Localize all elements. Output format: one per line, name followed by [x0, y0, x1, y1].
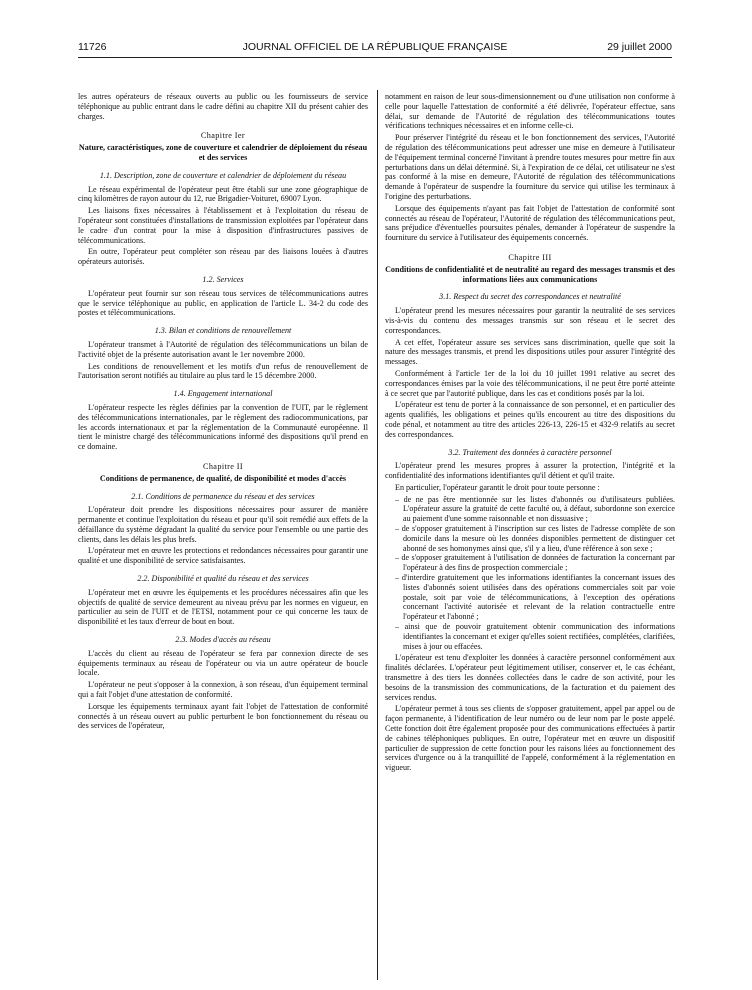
paragraph: Pour préserver l'intégrité du réseau et le bon fonctionnement des services, l'Autorité de régulation des télécommunications peut adresser une mise en demeure à l'utilisateur de l'équipement terminal concerné l'invitant à prendre toutes mesures pour mettre fin aux perturbations dans un délai déterminé. Si, à l'expiration de ce délai, cet utilisateur ne s'est pas conformé à la mise en demeure, l'Autorité de régulation des télécommunications demande à l'opérateur de suspendre la fourniture du service qui utilise les terminaux à l'origine des perturbations.	[385, 133, 675, 201]
paragraph: Lorsque les équipements terminaux ayant fait l'objet de l'attestation de conformité connectés à un réseau ouvert au public perturbent le bon fonctionnement du réseau ou des services de l'opérateur,	[78, 701, 368, 731]
section-3-1-title: 3.1. Respect du secret des correspondances et neutralité	[439, 292, 621, 302]
section-1-1-title: 1.1. Description, zone de couverture et calendrier de déploiement du réseau	[99, 170, 347, 180]
list-item: – de s'opposer gratuitement à l'utilisation de données de facturation la concernant par l'opérateur à des fins de prospection commerciale ;	[395, 553, 675, 573]
paragraph: L'accès du client au réseau de l'opérateur se fera par connexion directe de ses équipements terminaux au réseau de l'opérateur ou via un autre opérateur de boucle locale.	[78, 648, 368, 678]
chapter-3-title: Conditions de confidentialité et de neutralité au regard des messages transmis et des informations liées aux communications	[385, 264, 675, 284]
page-header	[78, 41, 672, 55]
right-column	[385, 92, 675, 775]
paragraph: L'opérateur prend les mesures nécessaires pour garantir la neutralité de ses services vis-à-vis du contenu des messages transmis sur son réseau et le secret des correspondances.	[385, 306, 675, 335]
paragraph: Conformément à l'article 1er de la loi du 10 juillet 1991 relative au secret des correspondances émises par la voie des télécommunications, il ne peut être porté atteinte à ce secret que par l'autorité publique, dans les cas et conditions posés par la loi.	[385, 368, 675, 398]
header-rule	[78, 57, 672, 58]
chapter-1-label: Chapitre Ier	[200, 131, 246, 141]
paragraph: L'opérateur doit prendre les dispositions nécessaires pour assurer de manière permanente et continue l'exploitation du réseau et pour qu'il soit remédié aux effets de la défaillance du système dégradant la qualité du service pour l'ensemble ou une partie des clients, dans les délais les plus brefs.	[78, 505, 368, 544]
section-2-3-title: 2.3. Modes d'accès au réseau	[175, 635, 271, 645]
paragraph: L'opérateur met en œuvre les protections et redondances nécessaires pour garantir une qualité et une disponibilité de service satisfaisantes.	[78, 546, 368, 566]
chapter-1-title: Nature, caractéristiques, zone de couverture et calendrier de déploiement du réseau et des services	[78, 143, 368, 162]
chapter-2-title: Conditions de permanence, de qualité, de disponibilité et modes d'accès	[99, 473, 347, 483]
rights-list	[385, 495, 675, 652]
list-item: – ainsi que de pouvoir gratuitement obtenir communication des informations identifiantes la concernant et exiger qu'elles soient rectifiées, complétées, clarifiées, mises à jour ou effacées.	[395, 622, 675, 651]
section-2-1-title: 2.1. Conditions de permanence du réseau et des services	[131, 491, 315, 501]
section-1-3-title: 1.3. Bilan et conditions de renouvellement	[154, 326, 292, 336]
paragraph: En outre, l'opérateur peut compléter son réseau par des liaisons louées à d'autres opérateurs autorisés.	[78, 247, 368, 267]
chapter-2-label: Chapitre II	[202, 461, 244, 471]
paragraph: Les conditions de renouvellement et les motifs d'un refus de renouvellement de l'autorisation seront notifiés au titulaire au plus tard le 15 décembre 2000.	[78, 361, 368, 381]
continued-paragraph: notamment en raison de leur sous-dimensionnement ou d'une utilisation non conforme à celle pour laquelle l'attestation de conformité a été délivrée, l'opérateur effectue, sans délai, sur demande de l'Autorité de régulation des télécommunications toutes vérifications techniques nécessaires et en informe celle-ci.	[385, 92, 675, 131]
paragraph: L'opérateur met en œuvre les équipements et les procédures nécessaires afin que les objectifs de qualité de service demeurent au niveau prévu par les normes en vigueur, en particulier au sein de l'UIT et de l'ETSI, notamment pour ce qui concerne les taux de disponibilité et les taux d'erreur de bout en bout.	[78, 587, 368, 627]
paragraph: L'opérateur est tenu de porter à la connaissance de son personnel, et en particulier des agents qualifiés, les obligations et peines qu'ils encourent au titre des dispositions du code pénal, et notamment au titre des articles 226-13, 226-15 et 432-9 relatifs au secret des correspondances.	[385, 400, 675, 439]
column-divider	[377, 90, 378, 980]
section-2-2-title: 2.2. Disponibilité et qualité du réseau et des services	[137, 574, 309, 584]
paragraph: Lorsque des équipements n'ayant pas fait l'objet de l'attestation de conformité sont connectés au réseau de l'opérateur, l'Autorité de régulation des télécommunications peut, sans préjudice d'éventuelles poursuites pénales, demander à l'opérateur de suspendre la fourniture du service à l'utilisateur des équipements concernés.	[385, 203, 675, 243]
paragraph: L'opérateur transmet à l'Autorité de régulation des télécommunications un bilan de l'activité objet de la présente autorisation avant le 1er novembre 2000.	[78, 339, 368, 359]
list-item: – de ne pas être mentionnée sur les listes d'abonnés ou d'utilisateurs publiées. L'opérateur assure la gratuité de cette faculté ou, à défaut, subordonne son exercice au paiement d'une somme raisonnable et non dissuasive ;	[395, 495, 675, 524]
section-1-2-title: 1.2. Services	[202, 274, 244, 284]
list-item: – de s'opposer gratuitement à l'inscription sur ces listes de l'adresse complète de son domicile dans la mesure où les données disponibles permettent de distinguer cet abonné de ses homonymes ainsi que, s'il y a lieu, d'une référence à son sexe ;	[395, 524, 675, 553]
list-item: – d'interdire gratuitement que les informations identifiantes la concernant issues des listes d'abonnés soient utilisées dans des opérations commerciales soit par voie postale, soit par voie de télécommunications, à l'exception des opérations concernant l'activité autorisée et relevant de la relation contractuelle entre l'opérateur et l'abonné ;	[395, 573, 675, 622]
paragraph: Les liaisons fixes nécessaires à l'établissement et à l'exploitation du réseau de l'opérateur sont constituées d'installations de transmission exploitées par l'opérateur dans le cadre d'un contrat pour la mise à disposition d'infrastructures passives de télécommunications.	[78, 206, 368, 245]
journal-title: JOURNAL OFFICIEL DE LA RÉPUBLIQUE FRANÇAISE	[242, 41, 508, 53]
paragraph: L'opérateur respecte les règles définies par la convention de l'UIT, par le règlement des télécommunications internationales, par le règlement des radiocommunications, par les accords internationaux et par la réglementation de la Communauté européenne. Il tient le ministre chargé des télécommunications informé des dispositions qu'il prend en ce domaine.	[78, 402, 368, 452]
chapter-3-label: Chapitre III	[508, 252, 552, 262]
paragraph: L'opérateur peut fournir sur son réseau tous services de télécommunications autres que le service téléphonique au public, en application de l'article L. 34-2 du code des postes et télécommunications.	[78, 288, 368, 318]
section-3-2-title: 3.2. Traitement des données à caractère personnel	[448, 447, 612, 457]
paragraph: Le réseau expérimental de l'opérateur peut être établi sur une zone géographique de cinq kilomètres de rayon autour du 12, rue Brigadier-Voituret, 69007 Lyon.	[78, 184, 368, 204]
paragraph: L'opérateur prend les mesures propres à assurer la protection, l'intégrité et la confidentialité des informations identifiantes qu'il détient et qu'il traite.	[385, 461, 675, 481]
paragraph: L'opérateur ne peut s'opposer à la connexion, à son réseau, d'un équipement terminal qui a fait l'objet d'une attestation de conformité.	[78, 680, 368, 700]
paragraph: En particulier, l'opérateur garantit le droit pour toute personne :	[395, 482, 600, 492]
page-number: 11726	[78, 41, 107, 53]
paragraph: A cet effet, l'opérateur assure ses services sans discrimination, quelle que soit la nature des messages transmis, et prend les dispositions utiles pour assurer l'intégrité des messages.	[385, 337, 675, 367]
publication-date: 29 juillet 2000	[607, 41, 672, 53]
paragraph: L'opérateur est tenu d'exploiter les données à caractère personnel conformément aux finalités déclarées. L'opérateur peut légitimement utiliser, conserver et, le cas échéant, transmettre à des tiers les données collectées dans le cadre de son activité, pour les besoins de la transmission des communications, de la facturation et du paiement des services rendus.	[385, 653, 675, 702]
intro-paragraph: les autres opérateurs de réseaux ouverts au public ou les fournisseurs de service téléphonique au public entrant dans le cadre défini au chapitre XII du présent cahier des charges.	[78, 92, 368, 121]
paragraph: L'opérateur permet à tous ses clients de s'opposer gratuitement, appel par appel ou de façon permanente, à l'identification de leur numéro ou de leur nom par le poste appelé. Cette fonction doit être également proposée pour des communications effectuées à partir de cabines téléphoniques publiques. En outre, l'opérateur met en œuvre un dispositif particulier de suppression de cette fonction pour les raisons liées au fonctionnement des services d'urgence ou à la tranquillité de l'appelé, conformément à la réglementation en vigueur.	[385, 704, 675, 773]
section-1-4-title: 1.4. Engagement international	[173, 389, 273, 399]
left-column	[78, 92, 368, 733]
